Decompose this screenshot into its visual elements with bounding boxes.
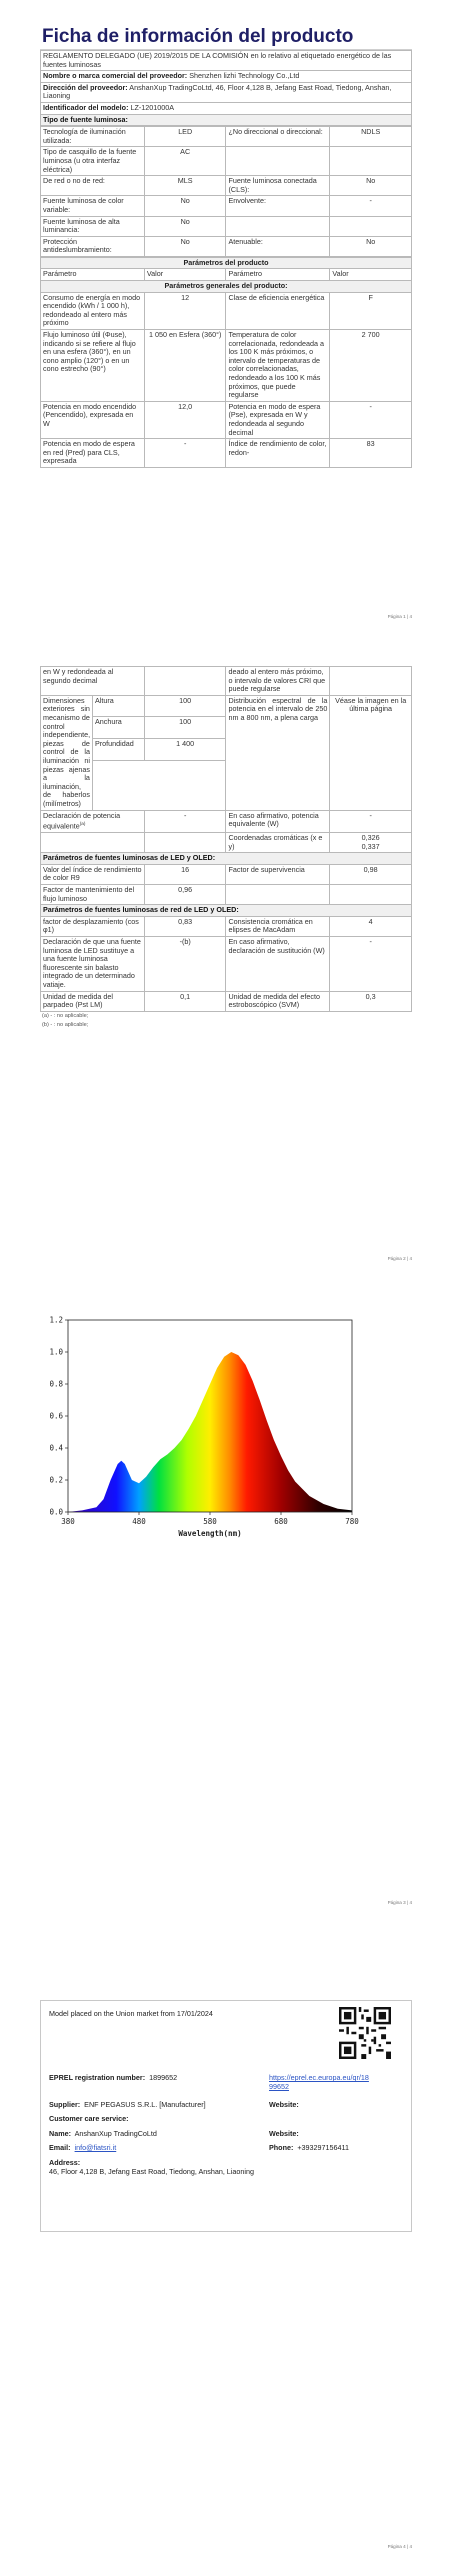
table-cell: Valor <box>144 269 226 281</box>
equivalent-power-value: - <box>144 810 226 833</box>
table-cell: Factor de mantenimiento del flujo luminoso <box>41 885 145 905</box>
y-tick-label: 0.6 <box>49 1411 63 1421</box>
address-row: Dirección del proveedor: AnshanXup TradingCoLtd, 46, Floor 4,128 B, Jefang East Road, Tiedong, Anshan, Liaoning <box>41 82 412 102</box>
dim-value: 100 <box>144 695 226 717</box>
table-row <box>41 147 412 176</box>
table-cell: 4 <box>330 916 412 936</box>
table-cell: No <box>144 196 226 216</box>
table-row <box>41 236 412 256</box>
spd-label: Distribución espectral de la potencia en el intervalo de 250 nm a 800 nm, a plena carga <box>226 695 330 810</box>
table-row <box>41 176 412 196</box>
website-label: Website: <box>269 2100 299 2109</box>
table-cell <box>330 216 412 236</box>
table-row <box>41 864 412 884</box>
table-row <box>41 937 412 992</box>
table-cell: Consistencia cromática en elipses de MacAdam <box>226 916 330 936</box>
equivalent-power-label: Declaración de potencia equivalente$^{(a)}$ <box>41 810 145 833</box>
table-cell: 0,96 <box>144 885 226 905</box>
page-1 <box>40 24 412 468</box>
general-params-title: Parámetros generales del producto: <box>41 281 412 293</box>
dim-value: 100 <box>144 717 226 739</box>
table-cell: AC <box>144 147 226 176</box>
table-cell: Potencia en modo encendido (Pencendido), expresada en W <box>41 401 145 438</box>
table-row <box>41 330 412 402</box>
table-cell: 16 <box>144 864 226 884</box>
footnote-a: (a) - : no aplicable; <box>42 1012 89 1019</box>
y-tick-label: 0.0 <box>49 1507 63 1517</box>
y-tick-label: 0.2 <box>49 1475 63 1485</box>
table-cell: Unidad de medida del parpadeo (Pst LM) <box>41 991 145 1011</box>
table-cell: Protección antideslumbramiento: <box>41 236 145 256</box>
table-cell <box>330 147 412 176</box>
table-cell: Clase de eficiencia energética <box>226 292 330 329</box>
standby-cont: en W y redondeada al segundo decimal <box>41 667 145 696</box>
table-cell: Fuente luminosa conectada (CLS): <box>226 176 330 196</box>
spectrum-chart-svg <box>40 1308 360 1544</box>
mains-section-heading: Parámetros de fuentes luminosas de red de LED y OLED: <box>41 905 412 917</box>
qr-code-icon[interactable] <box>339 2007 391 2059</box>
table-cell: 0,83 <box>144 916 226 936</box>
type-section-heading: Tipo de fuente luminosa: <box>41 114 412 126</box>
name-row: Name: AnshanXup TradingCoLtd <box>49 2129 157 2138</box>
email-row: Email: info@fiatsri.it <box>49 2143 117 2152</box>
table-cell: 2 700 <box>330 330 412 402</box>
y-tick-label: 0.4 <box>49 1443 63 1453</box>
led-section-heading: Parámetros de fuentes luminosas de LED y OLED: <box>41 853 412 865</box>
supplier-row: Supplier: ENF PEGASUS S.R.L. [Manufacturer] <box>49 2100 206 2109</box>
table-cell <box>226 147 330 176</box>
email-link[interactable]: info@fiatsri.it <box>74 2143 117 2152</box>
table-row <box>41 216 412 236</box>
table-cell: Potencia en modo de espera (Pse), expresada en W y redondeada al segundo decimal <box>226 401 330 438</box>
website2-label: Website: <box>269 2129 299 2138</box>
y-tick-label: 1.2 <box>49 1315 63 1325</box>
table-cell: 0,1 <box>144 991 226 1011</box>
table-cell: Potencia en modo de espera en red (Pred) para CLS, expresada <box>41 439 145 468</box>
table-row <box>41 127 412 147</box>
dim-key: Altura <box>92 695 144 717</box>
spectrum-area <box>68 1352 352 1512</box>
table-cell: Factor de supervivencia <box>226 864 330 884</box>
dim-value: 1 400 <box>144 738 226 760</box>
table-row <box>41 401 412 438</box>
table-cell: Envolvente: <box>226 196 330 216</box>
table-cell: Fuente luminosa de alta luminancia: <box>41 216 145 236</box>
chromaticity-label: Coordenadas cromáticas (x e y) <box>226 833 330 853</box>
address-value: 46, Floor 4,128 B, Jefang East Road, Tiedong, Anshan, Liaoning <box>49 2167 254 2176</box>
x-tick-label: 680 <box>274 1517 288 1526</box>
table-cell: Tipo de casquillo de la fuente luminosa (u otra interfaz eléctrica) <box>41 147 145 176</box>
table-cell: 1 050 en Esfera (360°) <box>144 330 226 402</box>
page-number: Página 1 | 4 <box>387 614 412 619</box>
equivalent-power-c: En caso afirmativo, potencia equivalente (W) <box>226 810 330 833</box>
page-number: Página 4 | 4 <box>387 2544 412 2549</box>
table-cell: F <box>330 292 412 329</box>
spectrum-chart <box>40 1308 360 1544</box>
dim-key: Profundidad <box>92 738 144 760</box>
table-cell: Temperatura de color correlacionada, redondeada a los 100 K más próximos, o intervalo de temperaturas de color correlacionadas, redondeado a los 100 K más próximos, que puede regularse <box>226 330 330 402</box>
y-tick-label: 0.8 <box>49 1379 63 1389</box>
phone-row: Phone: +393297156411 <box>269 2143 349 2152</box>
table-cell: Índice de rendimiento de color, redon- <box>226 439 330 468</box>
chromaticity-value: 0,326 0,337 <box>330 833 412 853</box>
table-cell: 12 <box>144 292 226 329</box>
table-cell: Consumo de energía en modo encendido (kWh / 1 000 h), redondeado al entero más próximo <box>41 292 145 329</box>
supplier-row: Nombre o marca comercial del proveedor: Shenzhen lizhi Technology Co.,Ltd <box>41 71 412 83</box>
customer-care-label: Customer care service: <box>49 2114 129 2123</box>
table-cell: - <box>144 439 226 468</box>
table-cell: Valor del índice de rendimiento de color R9 <box>41 864 145 884</box>
table-cell <box>226 885 330 905</box>
page-number: Página 2 | 4 <box>387 1256 412 1261</box>
table-row <box>41 439 412 468</box>
plot-area <box>68 1352 352 1512</box>
eprel-reg-row: EPREL registration number: 1899652 <box>49 2073 178 2082</box>
table-cell: Fuente luminosa de color variable: <box>41 196 145 216</box>
table-cell: NDLS <box>330 127 412 147</box>
params-table-continued <box>40 666 412 1012</box>
dimensions-label: Dimensiones exteriores sin mecanismo de control independiente, piezas de control de la iluminación ni piezas ajenas a la iluminación, de haberlos (milímetros) <box>41 695 93 810</box>
model-row: Identificador del modelo: LZ-1201000A <box>41 102 412 114</box>
spd-value: Véase la imagen en la última página <box>330 695 412 810</box>
table-row <box>41 916 412 936</box>
table-cell: No <box>144 216 226 236</box>
table-cell <box>330 885 412 905</box>
page-number: Página 3 | 4 <box>387 1900 412 1905</box>
table-cell: Tecnología de iluminación utilizada: <box>41 127 145 147</box>
table-cell: ¿No direccional o direccional: <box>226 127 330 147</box>
table-row <box>41 196 412 216</box>
x-tick-label: 780 <box>345 1517 359 1526</box>
table-cell: Atenuable: <box>226 236 330 256</box>
cri-cont: deado al entero más próximo, o intervalo de valores CRI que puede regularse <box>226 667 330 696</box>
placed-on-market: Model placed on the Union market from 17/01/2024 <box>49 2009 213 2018</box>
table-cell: Valor <box>330 269 412 281</box>
table-cell: LED <box>144 127 226 147</box>
table-cell: 0,3 <box>330 991 412 1011</box>
table-cell: 83 <box>330 439 412 468</box>
table-cell: No <box>144 236 226 256</box>
page-title: Ficha de información del producto <box>40 24 412 50</box>
dim-key: Anchura <box>92 717 144 739</box>
table-cell: Declaración de que una fuente luminosa de LED sustituye a una fuente luminosa fluorescente sin balasto integrado de un determinado vatiaje. <box>41 937 145 992</box>
x-tick-label: 580 <box>203 1517 217 1526</box>
table-cell: - <box>330 401 412 438</box>
eprel-box <box>40 2000 412 2232</box>
table-cell: Parámetro <box>226 269 330 281</box>
product-params-title: Parámetros del producto <box>41 257 412 269</box>
table-cell: Parámetro <box>41 269 145 281</box>
footnote-b: (b) - : no aplicable; <box>42 1021 89 1028</box>
table-cell: 0,98 <box>330 864 412 884</box>
table-row <box>41 991 412 1011</box>
table-cell: No <box>330 236 412 256</box>
supplier-table <box>40 50 412 126</box>
table-cell: - <box>330 937 412 992</box>
table-cell: No <box>330 176 412 196</box>
x-tick-label: 480 <box>132 1517 146 1526</box>
y-tick-label: 1.0 <box>49 1347 63 1357</box>
table-cell <box>226 216 330 236</box>
params-table <box>40 257 412 468</box>
table-cell: En caso afirmativo, declaración de sustitución (W) <box>226 937 330 992</box>
column-headers <box>41 269 412 281</box>
eprel-link[interactable]: https://eprel.ec.europa.eu/qr/1899652 <box>269 2073 369 2091</box>
table-cell: Unidad de medida del efecto estroboscópico (SVM) <box>226 991 330 1011</box>
table-row <box>41 292 412 329</box>
table-cell: MLS <box>144 176 226 196</box>
x-tick-label: 380 <box>61 1517 75 1526</box>
table-cell: 12,0 <box>144 401 226 438</box>
page-2 <box>40 666 412 1030</box>
table-cell: De red o no de red: <box>41 176 145 196</box>
table-cell: Flujo luminoso útil (Φuse), indicando si se refiere al flujo en una esfera (360°), en un cono amplio (120°) o en un cono estrecho (90°) <box>41 330 145 402</box>
address-label: Address: <box>49 2158 81 2167</box>
table-cell: factor de desplazamiento (cos φ1) <box>41 916 145 936</box>
table-row <box>41 885 412 905</box>
regulation-text: REGLAMENTO DELEGADO (UE) 2019/2015 DE LA COMISIÓN en lo relativo al etiquetado energético de las fuentes luminosas <box>41 51 412 71</box>
equivalent-power-d: - <box>330 810 412 833</box>
table-cell: -(b) <box>144 937 226 992</box>
type-table <box>40 126 412 257</box>
x-axis-label: Wavelength(nm) <box>178 1529 242 1538</box>
table-cell: - <box>330 196 412 216</box>
